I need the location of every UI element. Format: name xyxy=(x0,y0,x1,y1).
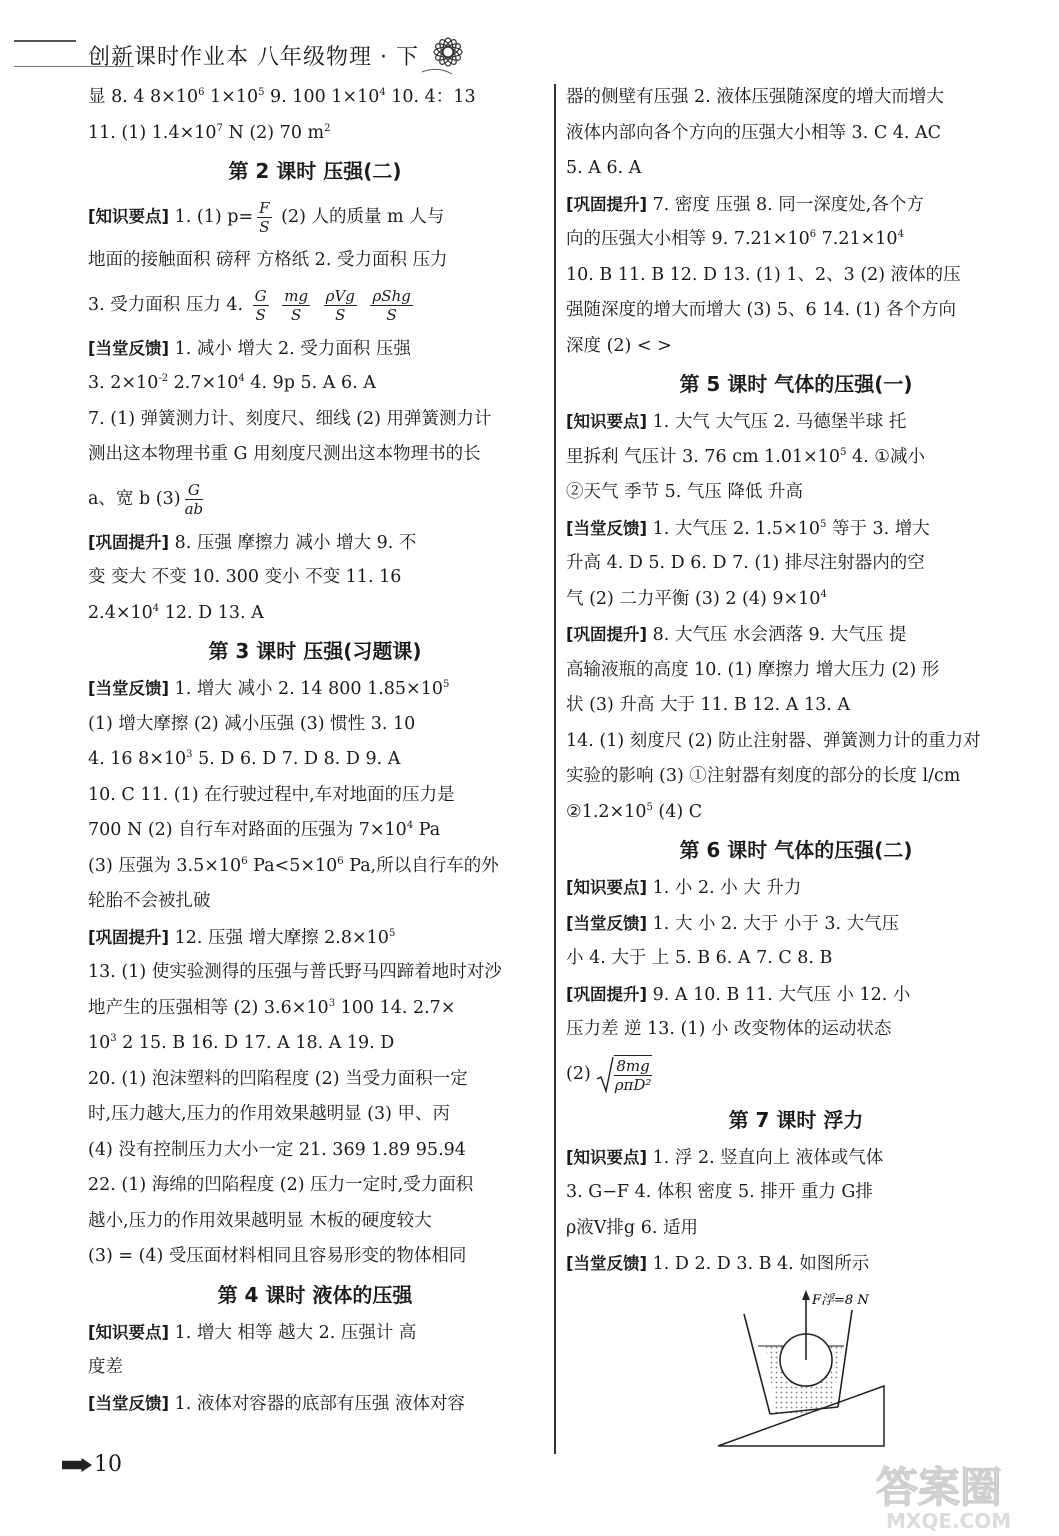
answer-line: 深度 (2) < > xyxy=(566,335,672,356)
answer-line: 10. C 11. (1) 在行驶过程中,车对地面的压力是 xyxy=(88,784,455,805)
right-column xyxy=(566,80,1026,1282)
fraction: $\frac{\text{ρShg}}{S}$ xyxy=(372,286,411,324)
section-title: 第 3 课时 压强(习题课) xyxy=(208,639,422,663)
answer-line: 小 4. 大于 上 5. B 6. A 7. C 8. B xyxy=(566,948,833,968)
answer-line: 14. (1) 刻度尺 (2) 防止注射器、弹簧测力计的重力对 xyxy=(566,730,981,751)
answer-line: [巩固提升] 9. A 10. B 11. 大气压 小 12. 小 xyxy=(566,984,911,1005)
answer-line: [巩固提升] 8. 大气压 水会洒落 9. 大气压 提 xyxy=(566,625,907,645)
answer-line: 显 8. 4 $8\times 10^6$ $1\times 10^5$ 9. 100 $1\times 10^4$ 10. 4：13 xyxy=(88,87,476,107)
answer-line: 4. 16 $8\times 10^3$ 5. D 6. D 7. D 8. D 9. A xyxy=(88,749,401,769)
container-left-wall xyxy=(744,1314,770,1414)
arrow-icon xyxy=(62,1458,92,1472)
left-column xyxy=(88,80,542,1421)
answer-line: 地产生的压强相等 (2) $3.6\times 10^3$ 100 14. 2.7× xyxy=(88,997,456,1018)
answer-line: 实验的影响 (3) ①注射器有刻度的部分的长度 l/cm xyxy=(566,766,961,786)
fraction: $\frac{mg}{S}$ xyxy=(284,286,309,324)
answer-line: (3) 压强为 $3.5\times 10^6$ $Pa<5\times 10^6$ Pa,所以自行车的外 xyxy=(88,855,499,876)
answer-line: 越小,压力的作用效果越明显 木板的硬度较大 xyxy=(88,1210,432,1231)
answer-line: 器的侧壁有压强 2. 液体压强随深度的增大而增大 xyxy=(566,87,944,107)
answer-line: [当堂反馈] 1. 减小 增大 2. 受力面积 压强 xyxy=(88,338,411,359)
answer-line: 升高 4. D 5. D 6. D 7. (1) 排尽注射器内的空 xyxy=(566,553,925,573)
answer-line: 度差 xyxy=(88,1357,123,1377)
answer-line: [知识要点] 1. 大气 大气压 2. 马德堡半球 托 xyxy=(566,412,907,432)
answer-line: 变 变大 不变 10. 300 变小 不变 11. 16 xyxy=(88,567,402,587)
page-number: 10 xyxy=(94,1452,122,1477)
header-rule xyxy=(14,40,76,42)
answer-line: (4) 没有控制压力大小一定 21. 369 1.89 95.94 xyxy=(88,1139,466,1160)
answer-line: [知识要点] 1. 浮 2. 竖直向上 液体或气体 xyxy=(566,1147,884,1168)
answer-line: 3. G−F 4. 体积 密度 5. 排开 重力 G排 xyxy=(566,1182,873,1202)
column-divider xyxy=(554,84,556,1454)
answer-line: 7. (1) 弹簧测力计、刻度尺、细线 (2) 用弹簧测力计 xyxy=(88,408,492,429)
answer-line: 20. (1) 泡沫塑料的凹陷程度 (2) 当受力面积一定 xyxy=(88,1068,468,1089)
answer-line: 高输液瓶的高度 10. (1) 摩擦力 增大压力 (2) 形 xyxy=(566,659,940,680)
answer-line: [知识要点] 1. 小 2. 小 大 升力 xyxy=(566,878,802,898)
answer-line: 里拆利 气压计 3. 76 cm $1.01\times 10^5$ 4. ①减小 xyxy=(566,446,925,467)
answer-line: [巩固提升] 12. 压强 增大摩擦 $2.8\times 10^5$ xyxy=(88,927,396,948)
section-title: 第 5 课时 气体的压强(一) xyxy=(679,372,913,396)
answer-line: [巩固提升] 7. 密度 压强 8. 同一深度处,各个方 xyxy=(566,194,924,215)
answer-line: [当堂反馈] 1. 大 小 2. 大于 小于 3. 大气压 xyxy=(566,913,900,934)
answer-line: 液体内部向各个方向的压强大小相等 3. C 4. AC xyxy=(566,122,942,143)
answer-line: [当堂反馈] 1. 增大 减小 2. 14 800 $1.85\times 10^5$ xyxy=(88,679,450,699)
fraction: $\frac{G}{S}$ xyxy=(254,286,267,324)
answer-line: 3. 受力面积 压力 4. $\frac{G}{S}$ $\frac{mg}{S}$ $\frac{\text{ρVg}}{S}$ $\frac{\text{ρShg}}{S}$ xyxy=(88,286,411,324)
answer-line: 测出这本物理书重 G 用刻度尺测出这本物理书的长 xyxy=(88,444,481,464)
answer-line: 10. B 11. B 12. D 13. (1) 1、2、3 (2) 液体的压 xyxy=(566,264,961,285)
section-title: 第 6 课时 气体的压强(二) xyxy=(679,838,913,862)
answer-line: 22. (1) 海绵的凹陷程度 (2) 压力一定时,受力面积 xyxy=(88,1175,474,1195)
section-title: 第 4 课时 液体的压强 xyxy=(217,1282,413,1307)
watermark-url: MXQE.COM xyxy=(886,1509,1012,1532)
answer-line: $2.4\times 10^4$ 12. D 13. A xyxy=(88,602,264,623)
answer-line: 地面的接触面积 磅秤 方格纸 2. 受力面积 压力 xyxy=(88,250,448,270)
answer-line: [知识要点] 1. (1) p= $\frac{F}{S}$ (2) 人的质量 m 人与 xyxy=(88,199,445,236)
answer-line: 11. (1) $1.4\times 10^7$ N (2) 70 $m^2$ xyxy=(88,122,331,143)
answer-line: (1) 增大摩擦 (2) 减小压强 (3) 惯性 3. 10 xyxy=(88,713,416,734)
answer-line: 压力差 逆 13. (1) 小 改变物体的运动状态 xyxy=(566,1019,892,1039)
fraction: $\frac{G}{ab}$ xyxy=(184,480,204,518)
book-title: 创新课时作业本 八年级物理 · 下 xyxy=(88,45,419,70)
answer-line: 气 (2) 二力平衡 (3) 2 (4) $9\times 10^4$ xyxy=(566,588,827,609)
answer-line: (2) $\frac{8mg}{\text{ρπD²}}$ xyxy=(566,1048,1026,1100)
force-label: F浮=8 N xyxy=(812,1293,869,1308)
answer-line: (3) = (4) 受压面材料相同且容易形变的物体相同 xyxy=(88,1246,467,1266)
page-header xyxy=(0,0,1059,80)
square-root: $\frac{8mg}{\text{ρπD²}}$ xyxy=(596,1048,655,1100)
answer-line: [当堂反馈] 1. D 2. D 3. B 4. 如图所示 xyxy=(566,1254,870,1274)
buoyancy-figure xyxy=(714,1290,894,1450)
answer-line: 状 (3) 升高 大于 11. B 12. A 13. A xyxy=(566,695,850,715)
answer-line: 向的压强大小相等 9. $7.21\times 10^6$ $7.21\times 10^4$ xyxy=(566,229,904,249)
flower-icon xyxy=(418,26,478,80)
fraction: $\frac{F}{S}$ xyxy=(259,199,270,236)
answer-line: 3. $2\times 10^{-2}$ $2.7\times 10^4$ 4. 9p 5. A 6. A xyxy=(88,373,376,393)
watermark-text: 答案圈 xyxy=(876,1463,1003,1512)
page-footer xyxy=(62,1452,122,1477)
answer-line: 5. A 6. A xyxy=(566,158,642,178)
answer-line: ②天气 季节 5. 气压 降低 升高 xyxy=(566,482,804,502)
watermark-logo xyxy=(872,1458,1052,1532)
answer-line: 时,压力越大,压力的作用效果越明显 (3) 甲、丙 xyxy=(88,1104,451,1124)
answer-line: $②1.2\times 10^5$ (4) C xyxy=(566,801,703,822)
answer-line: 强随深度的增大而增大 (3) 5、6 14. (1) 各个方向 xyxy=(566,300,956,320)
fraction: $\frac{\text{ρVg}}{S}$ xyxy=(325,286,355,324)
answer-line: a、宽 b (3) $\frac{G}{ab}$ xyxy=(88,480,204,518)
answer-line: [当堂反馈] 1. 大气压 2. $1.5\times 10^5$ 等于 3. 增大 xyxy=(566,518,930,539)
answer-line: [当堂反馈] 1. 液体对容器的底部有压强 液体对容 xyxy=(88,1393,465,1414)
arrow-head xyxy=(802,1290,810,1300)
answer-line: 轮胎不会被扎破 xyxy=(88,891,211,911)
answer-line: 13. (1) 使实验测得的压强与普氏野马四蹄着地时对沙 xyxy=(88,962,502,982)
section-title: 第 7 课时 浮力 xyxy=(728,1107,864,1132)
container-right-wall xyxy=(838,1310,852,1407)
answer-line: [巩固提升] 8. 压强 摩擦力 减小 增大 9. 不 xyxy=(88,532,417,553)
answer-line: [知识要点] 1. 增大 相等 越大 2. 压强计 高 xyxy=(88,1322,417,1343)
answer-line: $10^3$ 2 15. B 16. D 17. A 18. A 19. D xyxy=(88,1033,395,1053)
answer-line: 700 N (2) 自行车对路面的压强为 $7\times 10^4$ Pa xyxy=(88,820,441,840)
answer-line: ρ液V排g 6. 适用 xyxy=(566,1217,698,1238)
section-title: 第 2 课时 压强(二) xyxy=(228,159,402,183)
